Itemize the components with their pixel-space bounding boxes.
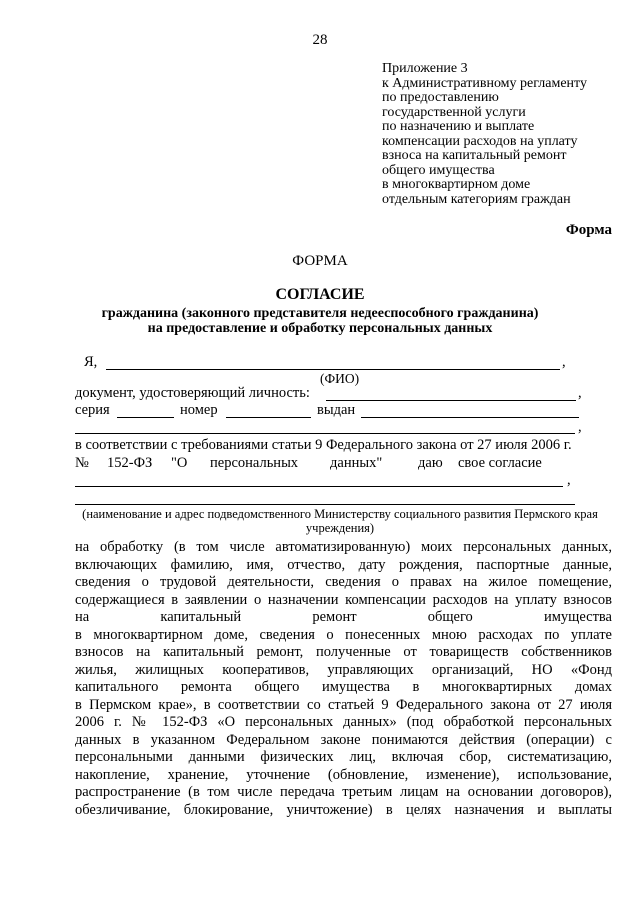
document-subtitle bbox=[30, 307, 610, 336]
appendix-line: государственной услуги bbox=[382, 104, 526, 120]
page-number: 28 bbox=[312, 32, 328, 48]
i-prefix: Я, bbox=[84, 354, 98, 370]
law-line-part: "О bbox=[171, 455, 188, 471]
number-input-line[interactable] bbox=[226, 417, 311, 418]
body-line: содержащиеся в заявлении о назначении компенсации расходов на уплату взносов bbox=[75, 591, 612, 608]
body-line: персональными данными физических лиц, включая сбор, систематизацию, bbox=[75, 749, 612, 765]
document-title: СОГЛАСИЕ bbox=[275, 286, 365, 303]
organization-caption: (наименование и адрес подведомственного Министерству социального развития Пермского края учреждения) bbox=[82, 507, 598, 535]
organization-input-line[interactable] bbox=[75, 486, 563, 487]
issued-continuation-line[interactable] bbox=[75, 433, 575, 434]
appendix-line: по назначению и выплате bbox=[382, 119, 535, 134]
appendix-block bbox=[382, 62, 622, 207]
consent-body-text bbox=[75, 539, 612, 819]
forma-heading: ФОРМА bbox=[292, 253, 348, 269]
law-line-part: даю bbox=[418, 455, 443, 471]
series-input-line[interactable] bbox=[117, 417, 174, 418]
body-line: жилья, жилищных кооперативов, управляющих организаций, НО «Фонд bbox=[75, 661, 612, 678]
appendix-line: взноса на капитальный ремонт bbox=[382, 148, 567, 163]
comma: , bbox=[562, 354, 566, 370]
issued-label: выдан bbox=[317, 402, 356, 418]
form-label: Форма bbox=[565, 222, 612, 238]
organization-continuation-line[interactable] bbox=[75, 504, 575, 505]
law-line-part: персональных bbox=[210, 455, 299, 471]
appendix-line: Приложение 3 bbox=[382, 61, 468, 76]
body-line: взносов на капитальный ремонт, полученные от товариществ собственников bbox=[75, 644, 612, 660]
law-line-part: 152-ФЗ bbox=[107, 455, 153, 471]
body-line: распространение (в том числе передача третьим лицам на основании договоров), bbox=[75, 784, 612, 800]
body-line: включающих фамилию, имя, отчество, дату рождения, паспортные данные, bbox=[75, 556, 612, 573]
document-input-line[interactable] bbox=[326, 400, 576, 401]
body-line: в многоквартирном доме, сведения о понесенных мною расходах по уплате bbox=[75, 626, 612, 643]
appendix-line: общего имущества bbox=[382, 162, 495, 178]
body-line: капитального ремонта общего имущества в многоквартирных домах bbox=[75, 679, 612, 695]
body-line: накопление, хранение, уточнение (обновление, изменение), использование, bbox=[75, 766, 612, 783]
series-label: серия bbox=[75, 402, 110, 418]
appendix-line: отдельным категориям граждан bbox=[382, 191, 571, 207]
law-line-part: свое согласие bbox=[458, 455, 542, 471]
fio-caption: (ФИО) bbox=[320, 371, 360, 386]
body-line: данных в указанном Федеральном законе понимаются действия (операции) с bbox=[75, 731, 612, 748]
appendix-line: к Административному регламенту bbox=[382, 75, 587, 91]
law-line-part: данных" bbox=[330, 455, 383, 471]
comma: , bbox=[567, 472, 571, 488]
subtitle-line: гражданина (законного представителя недееспособного гражданина) bbox=[101, 306, 539, 321]
issued-input-line[interactable] bbox=[361, 417, 579, 418]
law-line: в соответствии с требованиями статьи 9 Федерального закона от 27 июля 2006 г. bbox=[75, 437, 572, 453]
body-line: обезличивание, блокирование, уничтожение) в целях назначения и выплаты bbox=[75, 801, 612, 818]
body-line: в Пермском крае», в соответствии со статьей 9 Федерального закона от 27 июля bbox=[75, 696, 612, 713]
body-line: на капитальный ремонт общего имущества bbox=[75, 609, 612, 625]
body-line: на обработку (в том числе автоматизированную) моих персональных данных, bbox=[75, 539, 612, 555]
comma: , bbox=[578, 385, 582, 401]
appendix-line: по предоставлению bbox=[382, 90, 499, 105]
number-label: номер bbox=[180, 402, 218, 418]
body-line: 2006 г. № 152-ФЗ «О персональных данных» (под обработкой персональных bbox=[75, 714, 612, 730]
subtitle-line: на предоставление и обработку персональных данных bbox=[147, 320, 493, 336]
body-line: сведения о трудовой деятельности, сведения о правах на жилое помещение, bbox=[75, 574, 612, 590]
appendix-line: в многоквартирном доме bbox=[382, 177, 531, 192]
law-line-part: № bbox=[75, 455, 89, 471]
comma: , bbox=[578, 419, 582, 435]
appendix-line: компенсации расходов на уплату bbox=[382, 133, 578, 149]
document-label: документ, удостоверяющий личность: bbox=[75, 385, 310, 401]
